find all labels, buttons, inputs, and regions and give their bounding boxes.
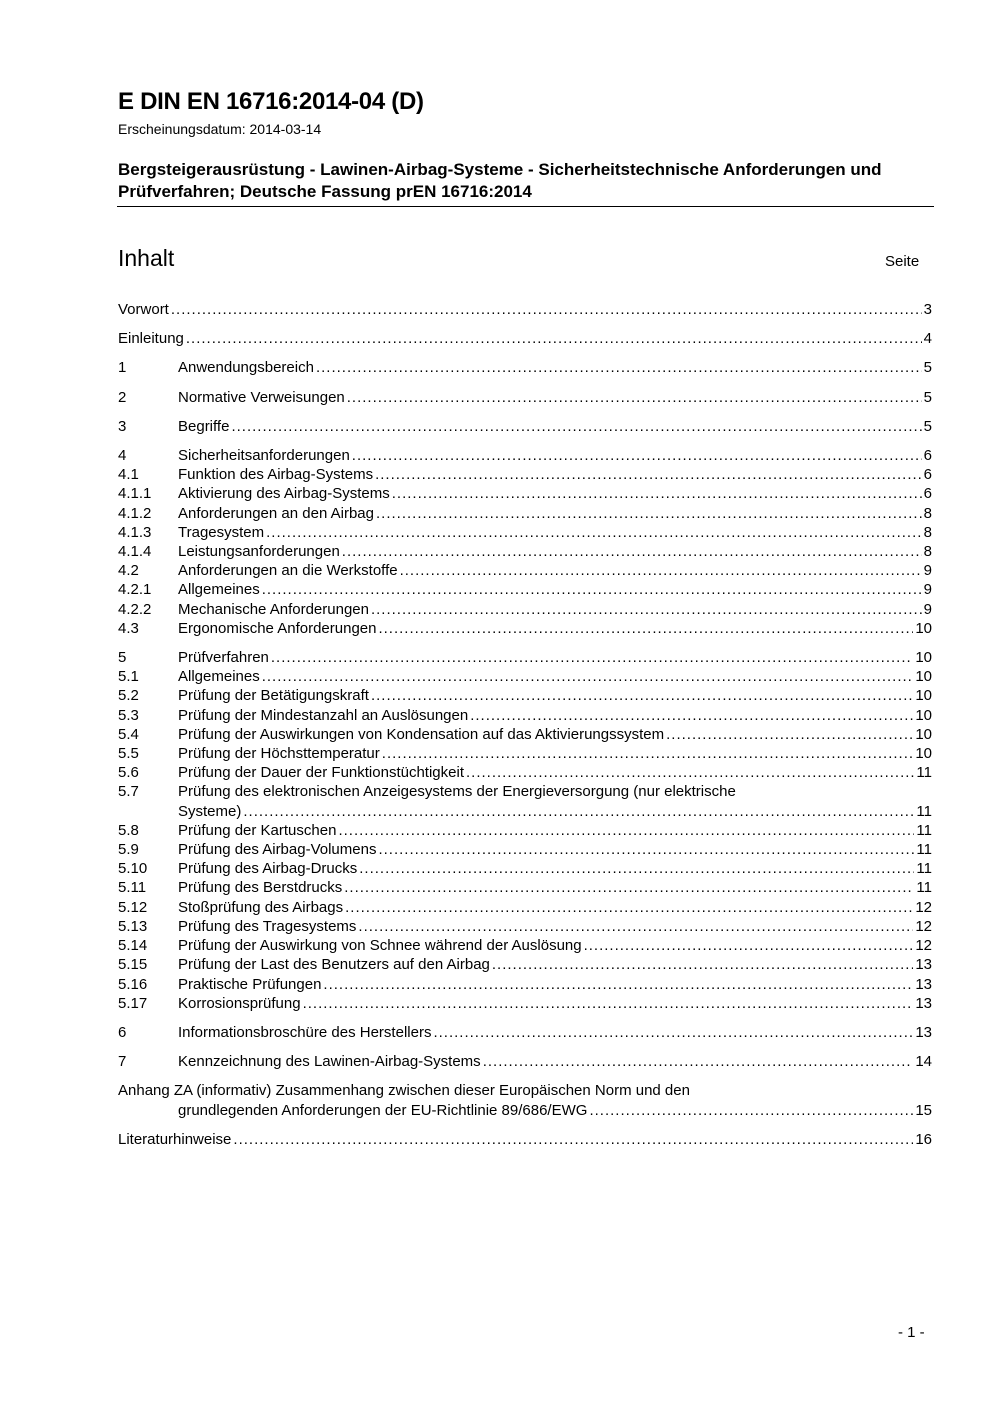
toc-entry-title: Funktion des Airbag-Systems — [178, 466, 374, 484]
toc-entry-number: 5.10 — [118, 860, 148, 878]
toc-entry-page: 10 — [915, 706, 932, 724]
toc-entry-title: Aktivierung des Airbag-Systems — [178, 485, 390, 503]
toc-entry[interactable] — [118, 706, 932, 725]
toc-entry[interactable] — [118, 358, 932, 377]
toc-page-label: Seite — [885, 253, 920, 270]
title-rule — [117, 206, 934, 207]
toc-leader-dots — [262, 667, 914, 686]
toc-entry-title: Prüfung der Last des Benutzers auf den Airbag — [178, 956, 490, 974]
toc-entry-title: Sicherheitsanforderungen — [178, 447, 350, 465]
toc-leader-dots — [375, 465, 922, 484]
toc-leader-dots — [359, 859, 914, 878]
toc-entry-title-continued: grundlegenden Anforderungen der EU-Richtlinie 89/686/EWG — [178, 1101, 588, 1119]
toc-entry-title: Anforderungen an den Airbag — [178, 504, 374, 522]
toc-leader-dots — [231, 417, 921, 436]
toc-entry[interactable] — [118, 542, 932, 561]
toc-entry-title: Leistungsanforderungen — [178, 543, 340, 561]
toc-entry-number: 5.5 — [118, 745, 139, 763]
toc-entry-page: 16 — [915, 1130, 932, 1148]
toc-entry-page: 6 — [923, 485, 932, 503]
toc-entry-page: 10 — [915, 745, 932, 763]
toc-entry-number: 4 — [118, 447, 127, 465]
toc-entry-title: Praktische Prüfungen — [178, 975, 322, 993]
footer-page-number: - 1 - — [898, 1324, 925, 1341]
toc-entry-page: 10 — [915, 725, 932, 743]
toc-entry-page: 12 — [915, 917, 932, 935]
toc-leader-dots — [342, 542, 922, 561]
publication-date: Erscheinungsdatum: 2014-03-14 — [118, 121, 322, 137]
toc-entry[interactable] — [118, 955, 932, 974]
toc-entry-title: Prüfung der Höchsttemperatur — [178, 745, 380, 763]
toc-entry-page: 13 — [915, 975, 932, 993]
toc-entry-title: Kennzeichnung des Lawinen-Airbag-Systems — [178, 1053, 481, 1071]
toc-leader-dots — [378, 619, 913, 638]
toc-entry[interactable] — [118, 648, 932, 667]
toc-entry-page: 6 — [923, 447, 932, 465]
toc-entry-number: 5.2 — [118, 687, 139, 705]
toc-group — [118, 446, 932, 638]
toc-entry-number: 5.7 — [118, 783, 139, 801]
toc-leader-dots — [400, 561, 922, 580]
toc-entry-title: Korrosionsprüfung — [178, 994, 301, 1012]
toc-entry-title: Vorwort — [118, 301, 169, 318]
toc-entry-title: Prüfung der Kartuschen — [178, 821, 337, 839]
toc-entry-title: Prüfung des Airbag-Volumens — [178, 841, 377, 859]
toc-entry-number: 4.2.1 — [118, 581, 152, 599]
toc-entry-title: Prüfung der Betätigungskraft — [178, 687, 369, 705]
document-title: E DIN EN 16716:2014-04 (D) — [118, 88, 424, 115]
toc-entry-number: 5 — [118, 649, 127, 667]
toc-leader-dots — [589, 1101, 913, 1120]
toc-entry-number: 4.1.4 — [118, 543, 152, 561]
toc-group — [118, 1081, 932, 1119]
toc-entry-title: Normative Verweisungen — [178, 388, 345, 406]
toc-leader-dots — [371, 600, 922, 619]
toc-entry-number: 5.17 — [118, 994, 148, 1012]
toc-leader-dots — [382, 744, 914, 763]
toc-leader-dots — [338, 821, 914, 840]
toc-entry-number: 5.3 — [118, 706, 139, 724]
toc-entry-number: 6 — [118, 1023, 127, 1041]
toc-group — [118, 300, 932, 319]
toc-leader-dots — [492, 955, 913, 974]
toc-entry[interactable] — [118, 580, 932, 599]
toc-entry[interactable] — [118, 1130, 932, 1149]
toc-leader-dots — [316, 358, 922, 377]
toc-entry-number: 4.1.3 — [118, 523, 152, 541]
toc-entry[interactable] — [118, 917, 932, 936]
toc-leader-dots — [470, 706, 913, 725]
toc-entry[interactable] — [118, 446, 932, 465]
toc-leader-dots — [584, 936, 914, 955]
toc-entry-page: 12 — [915, 898, 932, 916]
toc-entry-title: Anforderungen an die Werkstoffe — [178, 562, 398, 580]
toc-leader-dots — [345, 898, 913, 917]
toc-entry[interactable] — [118, 667, 932, 686]
toc-leader-dots — [483, 1052, 914, 1071]
toc-entry-page: 15 — [915, 1101, 932, 1119]
toc-entry[interactable] — [118, 1023, 932, 1042]
toc-entry[interactable] — [118, 975, 932, 994]
toc-entry-title: Anhang ZA (informativ) Zusammenhang zwischen dieser Europäischen Norm und den — [118, 1082, 690, 1100]
toc-entry[interactable] — [118, 821, 932, 840]
toc-group — [118, 358, 932, 377]
toc-entry[interactable] — [118, 898, 932, 917]
toc-entry[interactable] — [118, 561, 932, 580]
toc-leader-dots — [186, 329, 922, 348]
toc-entry-number: 7 — [118, 1053, 127, 1071]
toc-entry[interactable] — [118, 725, 932, 744]
toc-leader-dots — [271, 648, 913, 667]
toc-entry-page: 12 — [915, 937, 932, 955]
toc-entry[interactable] — [118, 600, 932, 619]
toc-entry-title-continued: Systeme) — [178, 802, 242, 820]
toc-entry-page: 10 — [915, 687, 932, 705]
toc-entry-number: 4.2 — [118, 562, 139, 580]
toc-leader-dots — [344, 878, 914, 897]
toc-entry[interactable] — [118, 763, 932, 782]
toc-entry-page: 4 — [923, 330, 932, 348]
toc-entry-page: 8 — [923, 504, 932, 522]
toc-group — [118, 329, 932, 348]
toc-entry-number: 5.14 — [118, 937, 148, 955]
toc-leader-dots — [233, 1130, 913, 1149]
toc-entry-page: 11 — [916, 821, 932, 839]
toc-group — [118, 388, 932, 407]
toc-entry[interactable] — [118, 994, 932, 1013]
toc-entry[interactable] — [118, 686, 932, 705]
toc-entry[interactable] — [118, 417, 932, 436]
toc-entry-title: Anwendungsbereich — [178, 359, 314, 377]
toc-entry-title: Informationsbroschüre des Herstellers — [178, 1023, 432, 1041]
toc-entry[interactable] — [118, 329, 932, 348]
toc-entry[interactable] — [118, 504, 932, 523]
toc-entry[interactable] — [118, 523, 932, 542]
toc-entry[interactable] — [118, 878, 932, 897]
toc-entry[interactable] — [118, 782, 932, 820]
toc-leader-dots — [378, 840, 914, 859]
toc-entry[interactable] — [118, 300, 932, 319]
toc-leader-dots — [666, 725, 913, 744]
toc-group — [118, 1023, 932, 1042]
toc-entry-title: Stoßprüfung des Airbags — [178, 898, 344, 916]
toc-entry[interactable] — [118, 465, 932, 484]
toc-entry-number: 5.8 — [118, 821, 139, 839]
toc-entry-title: Mechanische Anforderungen — [178, 600, 369, 618]
toc-entry[interactable] — [118, 619, 932, 638]
toc-group — [118, 648, 932, 1013]
toc-group — [118, 417, 932, 436]
toc-entry-title: Ergonomische Anforderungen — [178, 619, 377, 637]
toc-entry-page: 8 — [923, 523, 932, 541]
toc-entry-number: 2 — [118, 388, 127, 406]
toc-entry[interactable] — [118, 840, 932, 859]
toc-entry-page: 10 — [915, 619, 932, 637]
toc-entry-page: 11 — [916, 802, 932, 820]
toc-entry-page: 9 — [923, 581, 932, 599]
toc-entry-title: Prüfung der Auswirkungen von Kondensation auf das Aktivierungssystem — [178, 725, 665, 743]
toc-entry-title: Prüfung der Auswirkung von Schnee während der Auslösung — [178, 937, 582, 955]
toc-entry-page: 9 — [923, 600, 932, 618]
toc-entry[interactable] — [118, 859, 932, 878]
toc-entry-title: Prüfung des Tragesystems — [178, 917, 357, 935]
toc-leader-dots — [243, 802, 914, 821]
toc-entry-number: 5.13 — [118, 917, 148, 935]
toc-entry-number: 5.1 — [118, 668, 139, 686]
toc-entry[interactable] — [118, 388, 932, 407]
toc-entry-number: 1 — [118, 359, 127, 377]
toc-entry-page: 14 — [915, 1053, 932, 1071]
toc-entry-number: 5.12 — [118, 898, 148, 916]
toc-entry-page: 6 — [923, 466, 932, 484]
toc-heading: Inhalt — [118, 245, 175, 271]
toc-entry-number: 5.15 — [118, 956, 148, 974]
toc-entry-number: 5.16 — [118, 975, 148, 993]
toc-entry-number: 4.1.2 — [118, 504, 152, 522]
toc-entry-number: 4.2.2 — [118, 600, 152, 618]
toc-leader-dots — [347, 388, 922, 407]
toc-entry-page: 13 — [915, 1023, 932, 1041]
toc-leader-dots — [358, 917, 913, 936]
toc-leader-dots — [262, 580, 922, 599]
toc-entry-page: 8 — [923, 543, 932, 561]
toc-entry-number: 3 — [118, 417, 127, 435]
toc-group — [118, 1052, 932, 1071]
toc-entry-page: 11 — [916, 860, 932, 878]
toc-entry-title: Einleitung — [118, 330, 184, 348]
toc-entry-page: 10 — [915, 668, 932, 686]
toc-entry[interactable] — [118, 936, 932, 955]
toc-entry-title: Begriffe — [178, 417, 230, 435]
toc-entry[interactable] — [118, 744, 932, 763]
document-subtitle: Bergsteigerausrüstung - Lawinen-Airbag-Systeme - Sicherheitstechnische Anforderungen und Prüfverfahren; Deutsche Fassung prEN 16716:2014 — [118, 160, 882, 201]
toc-leader-dots — [376, 504, 922, 523]
toc-entry-page: 10 — [915, 649, 932, 667]
toc-entry-number: 4.1 — [118, 466, 139, 484]
toc-entry-title: Tragesystem — [178, 523, 265, 541]
toc-entry[interactable] — [118, 1052, 932, 1071]
toc-leader-dots — [392, 484, 922, 503]
toc-entry[interactable] — [118, 1081, 932, 1119]
toc-entry-title: Prüfung der Mindestanzahl an Auslösungen — [178, 706, 469, 724]
toc-leader-dots — [352, 446, 922, 465]
toc-leader-dots — [466, 763, 914, 782]
toc-entry-page: 5 — [923, 417, 932, 435]
toc-entry-title: Prüfverfahren — [178, 649, 269, 667]
toc-entry-title: Allgemeines — [178, 668, 260, 686]
toc-entry-title: Literaturhinweise — [118, 1130, 232, 1148]
toc-entry-title: Prüfung des Berstdrucks — [178, 879, 343, 897]
toc-entry-number: 5.11 — [118, 879, 147, 897]
toc-leader-dots — [303, 994, 914, 1013]
toc-entry-title: Prüfung des Airbag-Drucks — [178, 860, 358, 878]
toc-entry-title: Allgemeines — [178, 581, 260, 599]
toc-entry-page: 5 — [923, 388, 932, 406]
table-of-contents — [118, 300, 932, 1149]
toc-entry-page: 3 — [923, 301, 932, 318]
toc-entry-page: 9 — [923, 562, 932, 580]
toc-entry[interactable] — [118, 484, 932, 503]
toc-leader-dots — [171, 300, 922, 319]
toc-entry-page: 13 — [915, 994, 932, 1012]
toc-entry-number: 5.9 — [118, 841, 139, 859]
toc-entry-title: Prüfung der Dauer der Funktionstüchtigkeit — [178, 764, 464, 782]
toc-entry-number: 5.6 — [118, 764, 139, 782]
toc-entry-title: Prüfung des elektronischen Anzeigesystems der Energieversorgung (nur elektrische — [178, 783, 736, 801]
toc-entry-number: 4.1.1 — [118, 485, 152, 503]
toc-leader-dots — [371, 686, 913, 705]
toc-leader-dots — [323, 975, 913, 994]
toc-entry-page: 13 — [915, 956, 932, 974]
toc-entry-page: 11 — [916, 879, 932, 897]
toc-entry-number: 5.4 — [118, 725, 139, 743]
toc-entry-number: 4.3 — [118, 619, 139, 637]
toc-entry-page: 11 — [916, 841, 932, 859]
toc-group — [118, 1130, 932, 1149]
toc-entry-page: 5 — [923, 359, 932, 377]
toc-leader-dots — [266, 523, 922, 542]
toc-entry-page: 11 — [916, 764, 932, 782]
toc-leader-dots — [433, 1023, 913, 1042]
